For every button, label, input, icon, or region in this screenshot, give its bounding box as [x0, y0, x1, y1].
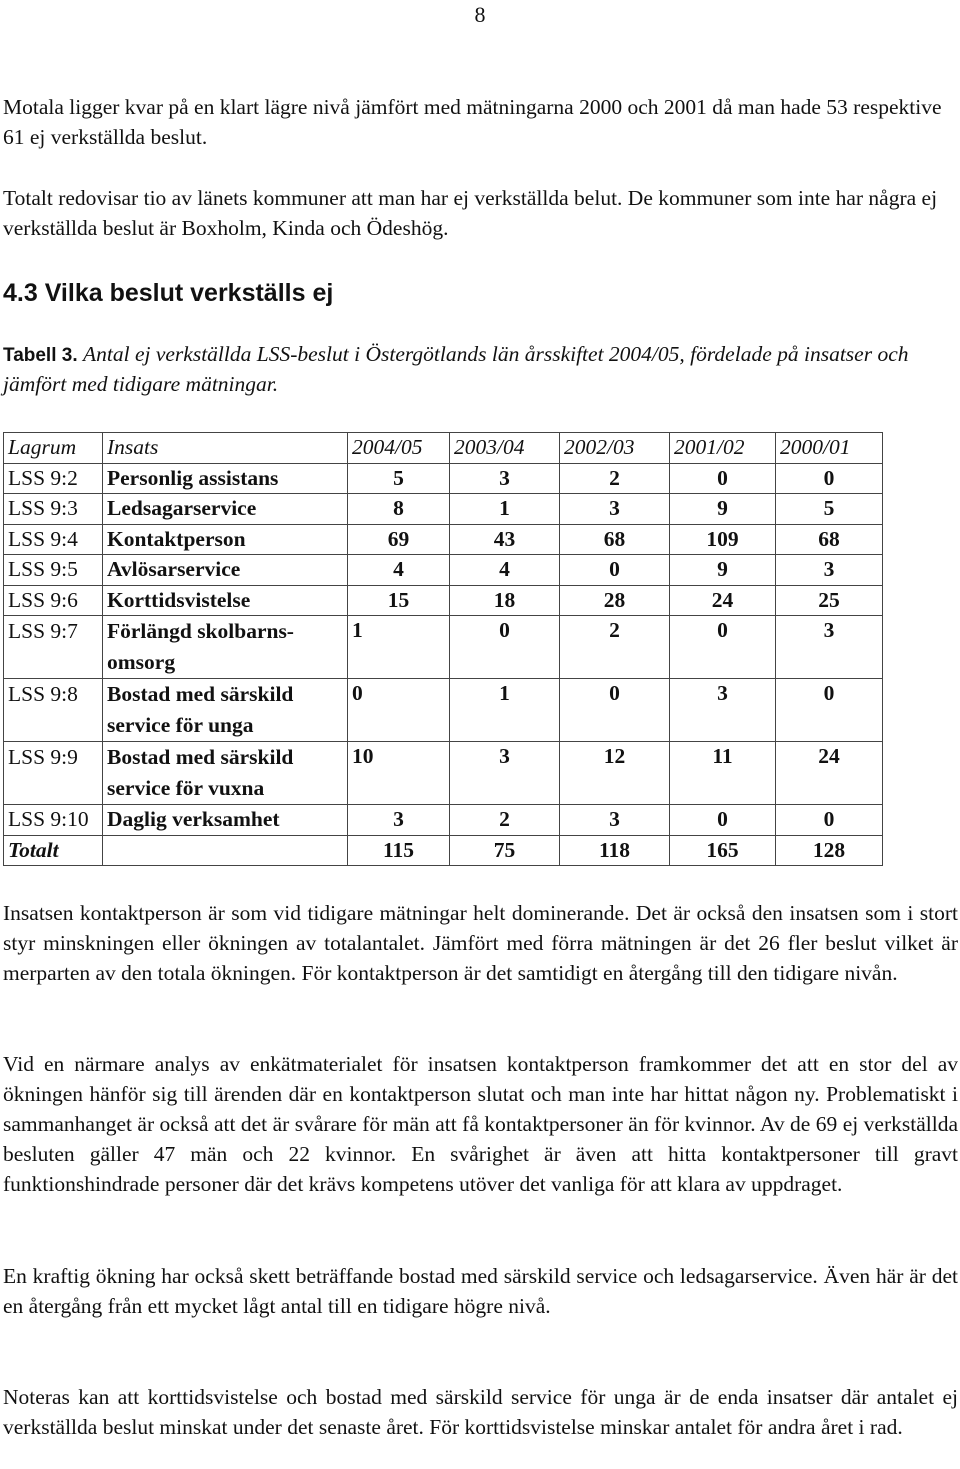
cell-value: 3 — [560, 494, 670, 525]
cell-value: 9 — [670, 555, 776, 586]
cell-insats: Bostad med särskild service för unga — [103, 679, 348, 742]
total-value: 165 — [670, 835, 776, 866]
cell-value: 0 — [670, 463, 776, 494]
total-empty-cell — [103, 835, 348, 866]
cell-value: 18 — [450, 585, 560, 616]
cell-value: 15 — [348, 585, 450, 616]
cell-lagrum: LSS 9:6 — [4, 585, 103, 616]
header-2002-03: 2002/03 — [560, 433, 670, 464]
cell-insats: Bostad med särskild service för vuxna — [103, 742, 348, 805]
cell-value: 0 — [560, 555, 670, 586]
cell-value: 9 — [670, 494, 776, 525]
cell-value: 0 — [776, 679, 883, 742]
cell-value: 1 — [450, 679, 560, 742]
cell-value: 2 — [450, 805, 560, 836]
table-caption-text: Antal ej verkställda LSS-beslut i Östergötlands län årsskiftet 2004/05, fördelade på insatser och jämfört med tidigare mätningar. — [3, 342, 909, 396]
cell-value: 10 — [348, 742, 450, 805]
cell-value: 8 — [348, 494, 450, 525]
cell-value: 12 — [560, 742, 670, 805]
cell-lagrum: LSS 9:7 — [4, 616, 103, 679]
cell-value: 3 — [776, 555, 883, 586]
cell-value: 5 — [348, 463, 450, 494]
header-lagrum: Lagrum — [4, 433, 103, 464]
cell-value: 24 — [670, 585, 776, 616]
table-caption — [3, 340, 958, 398]
cell-value: 0 — [348, 679, 450, 742]
cell-lagrum: LSS 9:8 — [4, 679, 103, 742]
table-caption-label: Tabell 3. — [3, 345, 78, 366]
cell-value: 5 — [776, 494, 883, 525]
table-row — [4, 463, 883, 494]
cell-value: 0 — [776, 463, 883, 494]
table-row — [4, 494, 883, 525]
total-value: 118 — [560, 835, 670, 866]
lss-table — [3, 432, 883, 866]
paragraph-totalt: Totalt redovisar tio av länets kommuner att man har ej verkställda belut. De kommuner som inte har några ej verkställda beslut är Boxholm, Kinda och Ödeshög. — [3, 186, 938, 240]
page-number: 8 — [474, 2, 486, 27]
paragraph-kontaktperson: Insatsen kontaktperson är som vid tidigare mätningar helt dominerande. Det är också den insatsen som i stort styr minskningen eller ökningen av totalantalet. Jämfört med förra mätningen är det 26 fler beslut vilket är merparten av den totala ökningen. För kontaktperson är det samtidigt en återgång till den tidigare nivån. — [3, 901, 958, 985]
cell-value: 1 — [450, 494, 560, 525]
cell-lagrum: LSS 9:10 — [4, 805, 103, 836]
cell-value: 68 — [560, 524, 670, 555]
header-2001-02: 2001/02 — [670, 433, 776, 464]
cell-value: 2 — [560, 463, 670, 494]
cell-lagrum: LSS 9:4 — [4, 524, 103, 555]
cell-value: 4 — [450, 555, 560, 586]
cell-value: 1 — [348, 616, 450, 679]
table-total-row — [4, 835, 883, 866]
cell-lagrum: LSS 9:9 — [4, 742, 103, 805]
cell-insats: Korttidsvistelse — [103, 585, 348, 616]
cell-lagrum: LSS 9:5 — [4, 555, 103, 586]
header-2003-04: 2003/04 — [450, 433, 560, 464]
table-row — [4, 805, 883, 836]
cell-value: 3 — [450, 742, 560, 805]
cell-value: 43 — [450, 524, 560, 555]
cell-value: 11 — [670, 742, 776, 805]
cell-insats: Avlösarservice — [103, 555, 348, 586]
table-row — [4, 585, 883, 616]
cell-value: 0 — [670, 616, 776, 679]
header-insats: Insats — [103, 433, 348, 464]
cell-value: 3 — [776, 616, 883, 679]
cell-value: 0 — [776, 805, 883, 836]
cell-value: 3 — [450, 463, 560, 494]
cell-value: 68 — [776, 524, 883, 555]
cell-value: 3 — [560, 805, 670, 836]
paragraph-motala: Motala ligger kvar på en klart lägre nivå jämfört med mätningarna 2000 och 2001 då man hade 53 respektive 61 ej verkställda beslut. — [3, 95, 942, 149]
paragraph-okning: En kraftig ökning har också skett beträffande bostad med särskild service och ledsagarservice. Även här är det en återgång från ett mycket lågt antal till en tidigare högre nivå. — [3, 1264, 958, 1318]
table-row — [4, 555, 883, 586]
total-value: 128 — [776, 835, 883, 866]
table-header-row — [4, 433, 883, 464]
cell-insats: Kontaktperson — [103, 524, 348, 555]
cell-value: 0 — [450, 616, 560, 679]
cell-insats: Ledsagarservice — [103, 494, 348, 525]
paragraph-analys: Vid en närmare analys av enkätmaterialet för insatsen kontaktperson framkommer det att en stor del av ökningen hänför sig till ärenden där en kontaktperson slutat och man inte har hittat någon ny. Problematiskt i sammanhanget är också att det är svårare för män att få kontaktpersoner än för kvinnor. Av de 69 ej verkställda besluten gäller 47 män och 22 kvinnor. En svårighet är även att hitta kontaktpersoner till gravt funktionshindrade personer där det krävs kompetens utöver det vanliga för att klara av uppdraget. — [3, 1052, 958, 1196]
cell-value: 28 — [560, 585, 670, 616]
table-row — [4, 742, 883, 805]
paragraph-noteras: Noteras kan att korttidsvistelse och bostad med särskild service för unga är de enda insatser där antalet ej verkställda beslut minskat under det senaste året. För korttidsvistelse minskar antalet för andra året i rad. — [3, 1385, 958, 1439]
cell-value: 4 — [348, 555, 450, 586]
header-2004-05: 2004/05 — [348, 433, 450, 464]
cell-value: 25 — [776, 585, 883, 616]
cell-lagrum: LSS 9:3 — [4, 494, 103, 525]
cell-value: 109 — [670, 524, 776, 555]
table-row — [4, 616, 883, 679]
total-value: 115 — [348, 835, 450, 866]
total-value: 75 — [450, 835, 560, 866]
cell-value: 24 — [776, 742, 883, 805]
total-label: Totalt — [4, 835, 103, 866]
cell-value: 3 — [670, 679, 776, 742]
cell-insats: Daglig verksamhet — [103, 805, 348, 836]
cell-insats: Förlängd skolbarns-omsorg — [103, 616, 348, 679]
cell-value: 0 — [670, 805, 776, 836]
cell-value: 3 — [348, 805, 450, 836]
table-row — [4, 679, 883, 742]
cell-value: 2 — [560, 616, 670, 679]
cell-insats: Personlig assistans — [103, 463, 348, 494]
header-2000-01: 2000/01 — [776, 433, 883, 464]
section-heading: 4.3 Vilka beslut verkställs ej — [3, 279, 334, 307]
cell-value: 69 — [348, 524, 450, 555]
cell-lagrum: LSS 9:2 — [4, 463, 103, 494]
table-row — [4, 524, 883, 555]
cell-value: 0 — [560, 679, 670, 742]
